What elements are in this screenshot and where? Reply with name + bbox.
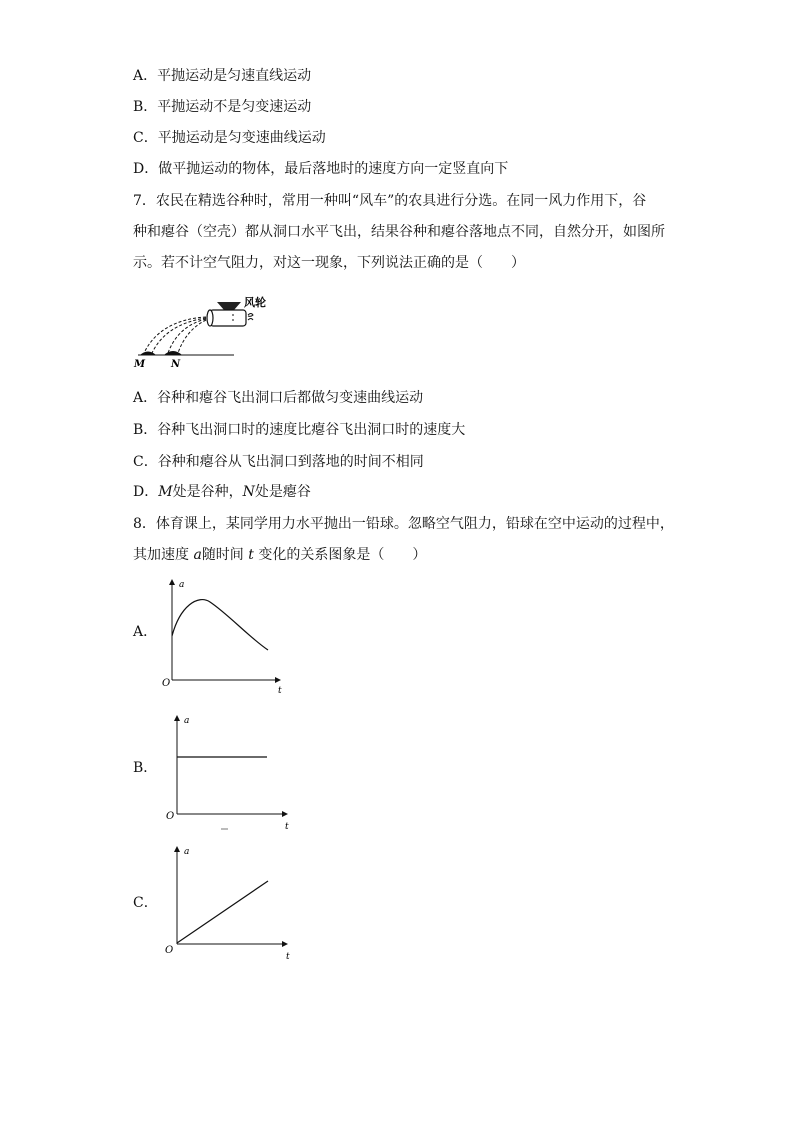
y-axis-label: a (184, 847, 190, 857)
q8-stem-t: t (248, 547, 254, 563)
heap-m (140, 352, 156, 356)
q8-stem-a: a (193, 547, 202, 563)
q8-stem-line-2 (133, 545, 426, 565)
q7-option-b: B．谷种飞出洞口时的速度比瘪谷飞出洞口时的速度大 (133, 422, 466, 438)
x-axis-label: t (278, 686, 282, 696)
x-axis-label: t (286, 952, 290, 962)
q6-option-d: D．做平抛运动的物体，最后落地时的速度方向一定竖直向下 (133, 161, 509, 177)
q6-option-a: A．平抛运动是匀速直线运动 (133, 68, 312, 84)
y-axis-label: a (179, 580, 185, 590)
q6-option-c: C．平抛运动是匀变速曲线运动 (133, 130, 326, 146)
q7-option-a: A．谷种和瘪谷飞出洞口后都做匀变速曲线运动 (133, 390, 424, 406)
trajectory-4 (178, 320, 206, 353)
q8-stem-post: 变化的关系图象是（ ） (253, 547, 427, 563)
q7-stem-line-2: 种和瘪谷（空壳）都从洞口水平飞出，结果谷种和瘪谷落地点不同，自然分开，如图所 (133, 224, 665, 240)
y-axis-label: a (184, 716, 190, 726)
q6-option-b: B．平抛运动不是匀变速运动 (133, 99, 312, 115)
q7-winnower-figure (130, 290, 266, 370)
q8-stem-line-1: 8．体育课上，某同学用力水平抛出一铅球。忽略空气阻力，铅球在空中运动的过程中， (133, 516, 674, 532)
q7-option-d-mid: 处是谷种， (172, 484, 243, 500)
wind-icon (248, 314, 253, 321)
trajectory-1 (144, 317, 206, 353)
barrel-outlet (207, 310, 213, 326)
q8-graph-b (165, 712, 295, 832)
q8-option-c-label: C． (133, 895, 158, 911)
q7-stem-line-3: 示。若不计空气阻力，对这一现象，下列说法正确的是（ ） (133, 255, 525, 271)
origin-label: O (166, 811, 175, 822)
q8-graph-a (160, 576, 290, 696)
barrel (210, 310, 246, 326)
point-m-label: M (134, 359, 146, 370)
q8-option-b-label: B． (133, 760, 158, 776)
q8-graph-c (165, 843, 295, 963)
q7-option-d (133, 482, 311, 502)
q7-option-d-n: N (242, 484, 255, 500)
q7-option-c: C．谷种和瘪谷从飞出洞口到落地的时间不相同 (133, 454, 424, 470)
origin-label: O (165, 945, 174, 956)
q7-option-d-suffix: 处是瘪谷 (254, 484, 311, 500)
q7-stem-line-1: 7．农民在精选谷种时，常用一种叫“风车”的农具进行分选。在同一风力作用下，谷 (133, 193, 647, 209)
hopper (217, 302, 241, 310)
wheel-label: 风轮 (244, 296, 266, 309)
linear-increase-line (177, 881, 268, 943)
q8-stem-pre: 其加速度 (133, 547, 194, 563)
q7-option-d-prefix: D． (133, 484, 159, 500)
curve-rise-then-fall (172, 600, 268, 650)
q7-option-d-m: M (158, 484, 173, 500)
point-n-label: N (171, 359, 181, 370)
x-axis-label: t (285, 822, 289, 832)
origin-label: O (162, 678, 171, 689)
q8-option-a-label: A． (133, 624, 158, 640)
heap-n (164, 351, 182, 355)
trajectory-2 (152, 318, 206, 353)
q8-stem-mid: 随时间 (201, 547, 249, 563)
